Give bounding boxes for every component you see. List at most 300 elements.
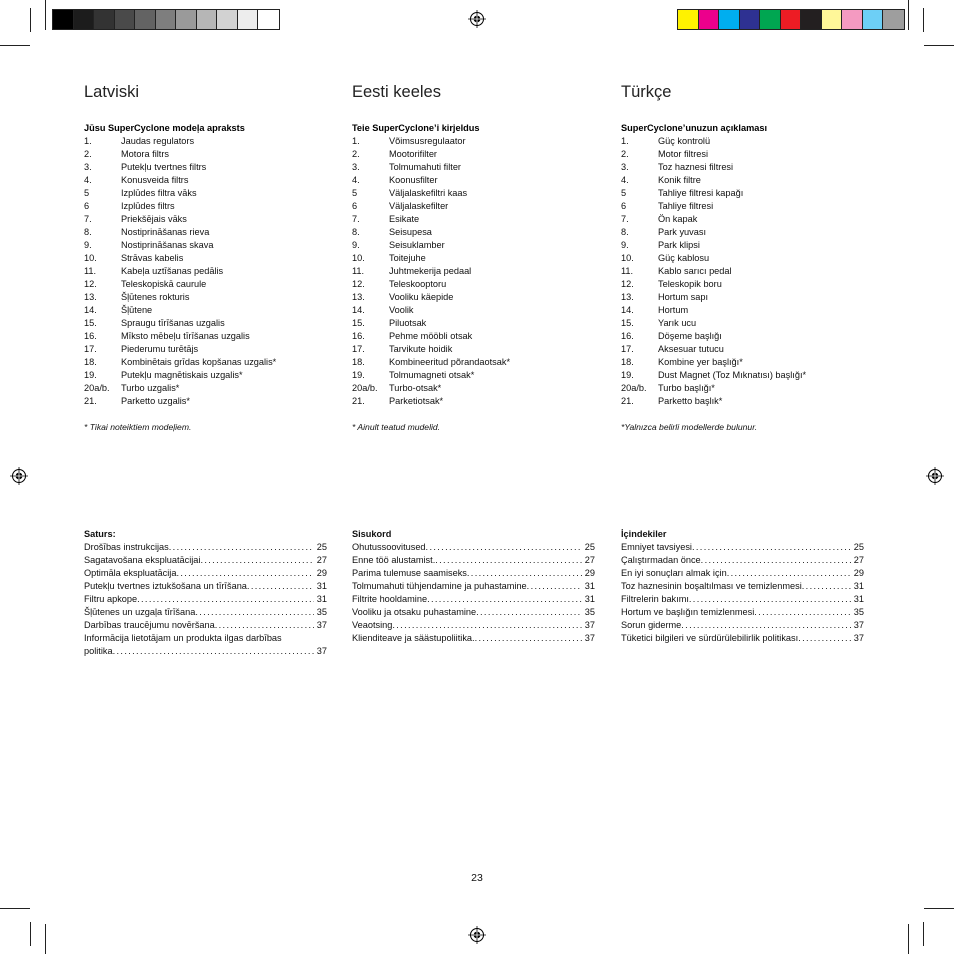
column-estonian xyxy=(352,80,596,434)
list-item-number: 19. xyxy=(84,370,97,380)
list-item xyxy=(621,382,865,395)
list-item-label: Väljalaskefilter xyxy=(389,201,449,211)
toc-list xyxy=(84,541,327,632)
color-swatch xyxy=(217,10,238,29)
list-item-label: Seisupesa xyxy=(389,227,432,237)
list-item xyxy=(621,278,865,291)
list-item-number: 10. xyxy=(84,253,97,263)
list-item xyxy=(621,239,865,252)
list-item xyxy=(621,395,865,408)
list-item-number: 7. xyxy=(621,214,629,224)
list-item xyxy=(621,330,865,343)
color-swatch xyxy=(740,10,761,29)
list-item-label: Dust Magnet (Toz Mıknatısı) başlığı* xyxy=(658,370,807,380)
list-item-label: Aksesuar tutucu xyxy=(658,344,724,354)
toc-entry-page: 29 xyxy=(584,568,595,578)
models-note: * Tikai noteiktiem modeļiem. xyxy=(84,422,192,432)
toc-entry xyxy=(84,567,327,580)
toc-entry xyxy=(621,632,864,645)
list-item-label: Piluotsak xyxy=(389,318,427,328)
list-item-number: 1. xyxy=(352,136,360,146)
toc-title: Saturs: xyxy=(84,529,116,539)
list-item-number: 2. xyxy=(621,149,629,159)
list-item-number: 15. xyxy=(621,318,634,328)
toc-entry xyxy=(84,606,327,619)
list-item xyxy=(352,187,596,200)
list-item-number: 11. xyxy=(352,266,365,276)
list-item-number: 7. xyxy=(352,214,360,224)
list-item-number: 4. xyxy=(621,175,629,185)
list-item-number: 20a/b. xyxy=(84,383,110,393)
toc-entry-wrapped: Informācija lietotājam un produkta ilgas darbības xyxy=(84,633,282,643)
color-swatch xyxy=(197,10,218,29)
toc-entry-label: Optimāla ekspluatācija xyxy=(84,568,177,578)
toc-entry-label: Sorun giderme xyxy=(621,620,682,630)
toc-entry xyxy=(621,554,864,567)
list-item-number: 12. xyxy=(352,279,365,289)
toc-entry xyxy=(84,580,327,593)
list-item xyxy=(621,265,865,278)
toc-entry xyxy=(621,567,864,580)
list-item xyxy=(84,161,328,174)
list-item xyxy=(621,317,865,330)
section-heading: Eesti keeles xyxy=(352,83,441,101)
list-item-number: 8. xyxy=(84,227,92,237)
list-item-label: Kombine yer başlığı* xyxy=(658,357,743,367)
toc-entry-page: 37 xyxy=(853,620,864,630)
toc-entry-page: 25 xyxy=(316,542,327,552)
list-item xyxy=(84,369,328,382)
list-item-number: 18. xyxy=(621,357,634,367)
toc-entry-label: Sagatavošana ekspluatācijai xyxy=(84,555,201,565)
list-item-number: 20a/b. xyxy=(352,383,378,393)
list-item-label: Vooliku käepide xyxy=(389,292,454,302)
color-swatch xyxy=(781,10,802,29)
list-item-number: 20a/b. xyxy=(621,383,647,393)
list-item-label: Kabeļa uztīšanas pedālis xyxy=(121,266,224,276)
toc-entry xyxy=(84,541,327,554)
list-item-number: 9. xyxy=(352,240,360,250)
list-item-label: Yarık ucu xyxy=(658,318,697,328)
list-item-label: Park yuvası xyxy=(658,227,706,237)
list-item-number: 3. xyxy=(621,162,629,172)
list-item-label: Kombineeritud põrandaotsak* xyxy=(389,357,511,367)
list-item-number: 12. xyxy=(84,279,97,289)
list-item-number: 7. xyxy=(84,214,92,224)
list-item-number: 2. xyxy=(352,149,360,159)
list-item xyxy=(352,161,596,174)
color-swatch xyxy=(822,10,843,29)
list-item-number: 13. xyxy=(84,292,97,302)
toc-entry-page: 31 xyxy=(316,594,327,604)
process-color-bar xyxy=(677,9,905,30)
toc-entry xyxy=(352,541,595,554)
list-item-label: Izplūdes filtrs xyxy=(121,201,175,211)
list-item xyxy=(621,187,865,200)
list-item-label: Šļūtenes rokturis xyxy=(121,292,190,302)
list-item-label: Võimsusregulaator xyxy=(389,136,466,146)
toc-entry xyxy=(621,593,864,606)
toc-entry-page: 27 xyxy=(584,555,595,565)
toc-entry-label: Filtru apkope xyxy=(84,594,138,604)
list-item-number: 19. xyxy=(352,370,365,380)
list-item-label: Voolik xyxy=(389,305,414,315)
list-item-label: Tahliye filtresi xyxy=(658,201,714,211)
list-item-label: Jaudas regulators xyxy=(121,136,195,146)
list-item-label: Teleskopiskā caurule xyxy=(121,279,207,289)
parts-list xyxy=(621,135,865,408)
list-item-number: 5 xyxy=(84,188,90,198)
list-item-label: Strāvas kabelis xyxy=(121,253,184,263)
list-item-number: 17. xyxy=(621,344,634,354)
list-item-number: 10. xyxy=(621,253,634,263)
list-item xyxy=(352,304,596,317)
list-item-label: Parketto uzgalis* xyxy=(121,396,190,406)
list-item-label: Koonusfilter xyxy=(389,175,438,185)
list-item xyxy=(352,148,596,161)
toc-entry-label: Toz haznesinin boşaltılması ve temizlenmesi xyxy=(621,581,802,591)
toc-entry xyxy=(84,645,327,658)
list-item-number: 6 xyxy=(352,201,358,211)
toc-entry-page: 35 xyxy=(316,607,327,617)
list-item-number: 12. xyxy=(621,279,634,289)
list-item xyxy=(352,135,596,148)
color-swatch xyxy=(699,10,720,29)
color-swatch xyxy=(115,10,136,29)
parts-list xyxy=(352,135,596,408)
toc-entry-label: Vooliku ja otsaku puhastamine xyxy=(352,607,477,617)
list-item xyxy=(352,317,596,330)
list-item xyxy=(84,148,328,161)
list-item-label: Tolmumagneti otsak* xyxy=(389,370,475,380)
column-turkish xyxy=(621,80,865,434)
list-item xyxy=(84,317,328,330)
toc-entry-page: 27 xyxy=(316,555,327,565)
list-item-number: 17. xyxy=(84,344,97,354)
toc-entry xyxy=(352,632,595,645)
list-item-label: Putekļu magnētiskais uzgalis* xyxy=(121,370,243,380)
toc-entry-label: Hortum ve başlığın temizlenmesi xyxy=(621,607,755,617)
list-item xyxy=(621,148,865,161)
toc-entry-page: 29 xyxy=(853,568,864,578)
list-item xyxy=(621,161,865,174)
list-item-label: Motor filtresi xyxy=(658,149,709,159)
list-item-number: 14. xyxy=(84,305,97,315)
list-item xyxy=(352,382,596,395)
list-item-label: Mootorifilter xyxy=(389,149,437,159)
list-item-number: 18. xyxy=(84,357,97,367)
toc-entry-page: 27 xyxy=(853,555,864,565)
toc-entry-label: Tolmumahuti tühjendamine ja puhastamine xyxy=(352,581,527,591)
grayscale-color-bar xyxy=(52,9,280,30)
list-item xyxy=(84,395,328,408)
list-item-number: 14. xyxy=(352,305,365,315)
color-swatch xyxy=(719,10,740,29)
list-item xyxy=(352,200,596,213)
list-item-number: 1. xyxy=(84,136,92,146)
toc-entry-label: Darbības traucējumu novēršana xyxy=(84,620,215,630)
list-item-number: 16. xyxy=(621,331,634,341)
parts-subheading: Jūsu SuperCyclone modeļa apraksts xyxy=(84,123,245,133)
list-item-label: Tolmumahuti filter xyxy=(389,162,461,172)
list-item-label: Döşeme başlığı xyxy=(658,331,722,341)
toc-latvian xyxy=(84,528,327,658)
toc-entry xyxy=(621,541,864,554)
list-item-label: Piederumu turētājs xyxy=(121,344,199,354)
list-item-label: Park klipsi xyxy=(658,240,700,250)
toc-entry-label: Tüketici bilgileri ve sürdürülebilirlik politikası xyxy=(621,633,799,643)
list-item-number: 16. xyxy=(84,331,97,341)
list-item xyxy=(352,252,596,265)
toc-entry xyxy=(621,619,864,632)
list-item-number: 16. xyxy=(352,331,365,341)
toc-entry-label: Filtrelerin bakımı xyxy=(621,594,689,604)
list-item xyxy=(84,356,328,369)
list-item-label: Kablo sarıcı pedal xyxy=(658,266,732,276)
list-item xyxy=(84,291,328,304)
list-item-label: Toitejuhe xyxy=(389,253,426,263)
list-item-number: 21. xyxy=(84,396,97,406)
list-item-number: 4. xyxy=(84,175,92,185)
list-item-label: Hortum xyxy=(658,305,689,315)
list-item-label: Nostiprināšanas rieva xyxy=(121,227,210,237)
list-item xyxy=(621,174,865,187)
parts-subheading: Teie SuperCyclone’i kirjeldus xyxy=(352,123,480,133)
list-item-label: Nostiprināšanas skava xyxy=(121,240,214,250)
list-item xyxy=(352,278,596,291)
registration-mark-icon xyxy=(10,467,28,485)
toc-entry-page: 31 xyxy=(853,581,864,591)
list-item-number: 3. xyxy=(84,162,92,172)
registration-mark-icon xyxy=(468,926,486,944)
list-item xyxy=(621,135,865,148)
list-item-number: 5 xyxy=(352,188,358,198)
list-item-number: 21. xyxy=(621,396,634,406)
toc-entry-page: 29 xyxy=(316,568,327,578)
color-swatch xyxy=(863,10,884,29)
toc-entry-label: En iyi sonuçları almak için xyxy=(621,568,727,578)
list-item-label: Parketiotsak* xyxy=(389,396,444,406)
color-swatch xyxy=(842,10,863,29)
list-item-number: 6 xyxy=(84,201,90,211)
list-item-label: Motora filtrs xyxy=(121,149,169,159)
toc-entry-label: Ohutussoovitused xyxy=(352,542,426,552)
list-item-number: 17. xyxy=(352,344,365,354)
list-item xyxy=(84,343,328,356)
toc-entry-page: 31 xyxy=(584,594,595,604)
list-item-number: 1. xyxy=(621,136,629,146)
list-item-label: Güç kablosu xyxy=(658,253,710,263)
list-item xyxy=(352,343,596,356)
list-item-number: 11. xyxy=(84,266,97,276)
color-swatch xyxy=(94,10,115,29)
list-item-number: 15. xyxy=(84,318,97,328)
list-item xyxy=(352,226,596,239)
color-swatch xyxy=(238,10,259,29)
toc-estonian xyxy=(352,528,595,645)
toc-entry-page: 37 xyxy=(316,620,327,630)
list-item-number: 14. xyxy=(621,305,634,315)
list-item xyxy=(84,252,328,265)
toc-list xyxy=(352,541,595,645)
list-item-number: 13. xyxy=(621,292,634,302)
list-item xyxy=(352,369,596,382)
toc-entry xyxy=(352,606,595,619)
list-item-number: 18. xyxy=(352,357,365,367)
toc-entry-page: 35 xyxy=(584,607,595,617)
toc-title: Sisukord xyxy=(352,529,392,539)
list-item-label: Kombinētais grīdas kopšanas uzgalis* xyxy=(121,357,277,367)
toc-entry-page: 37 xyxy=(584,633,595,643)
list-item xyxy=(84,213,328,226)
page-number: 23 xyxy=(471,872,483,884)
list-item-number: 19. xyxy=(621,370,634,380)
toc-entry xyxy=(84,593,327,606)
parts-subheading: SuperCyclone’unuzun açıklaması xyxy=(621,123,768,133)
toc-entry xyxy=(84,619,327,632)
list-item-number: 9. xyxy=(84,240,92,250)
list-item xyxy=(621,200,865,213)
list-item xyxy=(84,226,328,239)
list-item-label: Esikate xyxy=(389,214,420,224)
list-item-number: 13. xyxy=(352,292,365,302)
list-item xyxy=(352,239,596,252)
list-item xyxy=(352,330,596,343)
color-swatch xyxy=(176,10,197,29)
models-note: * Ainult teatud mudelid. xyxy=(352,422,441,432)
toc-entry-label: Šļūtenes un uzgaļa tīrīšana xyxy=(84,607,196,617)
column-latvian xyxy=(84,80,328,434)
list-item xyxy=(84,265,328,278)
list-item xyxy=(621,252,865,265)
color-swatch xyxy=(156,10,177,29)
toc-entry xyxy=(621,580,864,593)
parts-list xyxy=(84,135,328,408)
list-item-number: 2. xyxy=(84,149,92,159)
list-item-label: Turbo-otsak* xyxy=(389,383,442,393)
toc-title: İçindekiler xyxy=(621,529,667,539)
color-swatch xyxy=(53,10,74,29)
toc-entry-label: Enne töö alustamist. xyxy=(352,555,436,565)
toc-entry-label: Parima tulemuse saamiseks xyxy=(352,568,467,578)
list-item xyxy=(352,213,596,226)
color-swatch xyxy=(258,10,279,29)
list-item xyxy=(84,239,328,252)
registration-mark-icon xyxy=(926,467,944,485)
list-item-number: 5 xyxy=(621,188,627,198)
list-item xyxy=(621,291,865,304)
list-item-label: Väljalaskefiltri kaas xyxy=(389,188,468,198)
toc-entry xyxy=(352,554,595,567)
toc-entry-page: 31 xyxy=(316,581,327,591)
list-item xyxy=(352,395,596,408)
toc-entry-label: Putekļu tvertnes iztukšošana un tīrīšana xyxy=(84,581,247,591)
list-item xyxy=(84,304,328,317)
list-item-label: Seisuklamber xyxy=(389,240,445,250)
list-item-label: Mīksto mēbeļu tīrīšanas uzgalis xyxy=(121,331,250,341)
toc-entry xyxy=(352,619,595,632)
list-item-label: Spraugu tīrīšanas uzgalis xyxy=(121,318,225,328)
list-item-number: 3. xyxy=(352,162,360,172)
list-item xyxy=(621,226,865,239)
list-item-number: 10. xyxy=(352,253,365,263)
list-item xyxy=(84,200,328,213)
list-item-label: Pehme mööbli otsak xyxy=(389,331,473,341)
toc-entry-page: 31 xyxy=(853,594,864,604)
list-item-label: Parketto başlık* xyxy=(658,396,723,406)
list-item xyxy=(352,356,596,369)
list-item xyxy=(621,304,865,317)
toc-entry-label: Filtrite hooldamine xyxy=(352,594,428,604)
list-item xyxy=(84,278,328,291)
section-heading: Türkçe xyxy=(621,83,672,101)
toc-entry-label: Emniyet tavsiyesi xyxy=(621,542,692,552)
toc-entry-page: 25 xyxy=(853,542,864,552)
toc-entry xyxy=(352,580,595,593)
toc-entry xyxy=(352,593,595,606)
list-item xyxy=(84,330,328,343)
list-item-label: Hortum sapı xyxy=(658,292,709,302)
toc-entry-page: 25 xyxy=(584,542,595,552)
list-item-label: Tahliye filtresi kapağı xyxy=(658,188,744,198)
list-item-label: Toz haznesi filtresi xyxy=(658,162,734,172)
toc-entry xyxy=(621,606,864,619)
list-item xyxy=(84,135,328,148)
list-item-label: Ön kapak xyxy=(658,214,698,224)
toc-entry-page: 31 xyxy=(584,581,595,591)
color-swatch xyxy=(883,10,904,29)
list-item xyxy=(621,213,865,226)
toc-entry xyxy=(84,554,327,567)
color-swatch xyxy=(678,10,699,29)
list-item-label: Teleskooptoru xyxy=(389,279,447,289)
toc-turkish xyxy=(621,528,864,645)
toc-entry-page: 37 xyxy=(584,620,595,630)
list-item xyxy=(621,369,865,382)
registration-mark-icon xyxy=(468,10,486,28)
list-item-label: Turbo başlığı* xyxy=(658,383,715,393)
list-item xyxy=(84,187,328,200)
list-item-number: 21. xyxy=(352,396,365,406)
toc-entry-page: 37 xyxy=(853,633,864,643)
section-heading: Latviski xyxy=(84,83,140,101)
toc-entry-label: Klienditeave ja säästupoliitika. xyxy=(352,633,475,643)
list-item-number: 11. xyxy=(621,266,634,276)
toc-entry-page: 37 xyxy=(316,646,327,656)
list-item-number: 9. xyxy=(621,240,629,250)
list-item-number: 6 xyxy=(621,201,627,211)
toc-entry-label: Drošības instrukcijas xyxy=(84,542,169,552)
list-item-label: Konik filtre xyxy=(658,175,701,185)
list-item xyxy=(352,174,596,187)
list-item xyxy=(621,343,865,356)
list-item-label: Šļūtene xyxy=(121,305,153,315)
list-item-label: Tarvikute hoidik xyxy=(389,344,453,354)
color-swatch xyxy=(760,10,781,29)
list-item-number: 15. xyxy=(352,318,365,328)
list-item xyxy=(621,356,865,369)
list-item-label: Izplūdes filtra vāks xyxy=(121,188,197,198)
list-item-label: Teleskopik boru xyxy=(658,279,722,289)
list-item-label: Güç kontrolü xyxy=(658,136,711,146)
list-item-label: Turbo uzgalis* xyxy=(121,383,180,393)
color-swatch xyxy=(135,10,156,29)
list-item-label: Juhtmekerija pedaal xyxy=(389,266,472,276)
toc-entry-label: politika xyxy=(84,646,113,656)
toc-entry-label: Çalıştırmadan önce xyxy=(621,555,701,565)
list-item-number: 4. xyxy=(352,175,360,185)
list-item-label: Priekšējais vāks xyxy=(121,214,187,224)
